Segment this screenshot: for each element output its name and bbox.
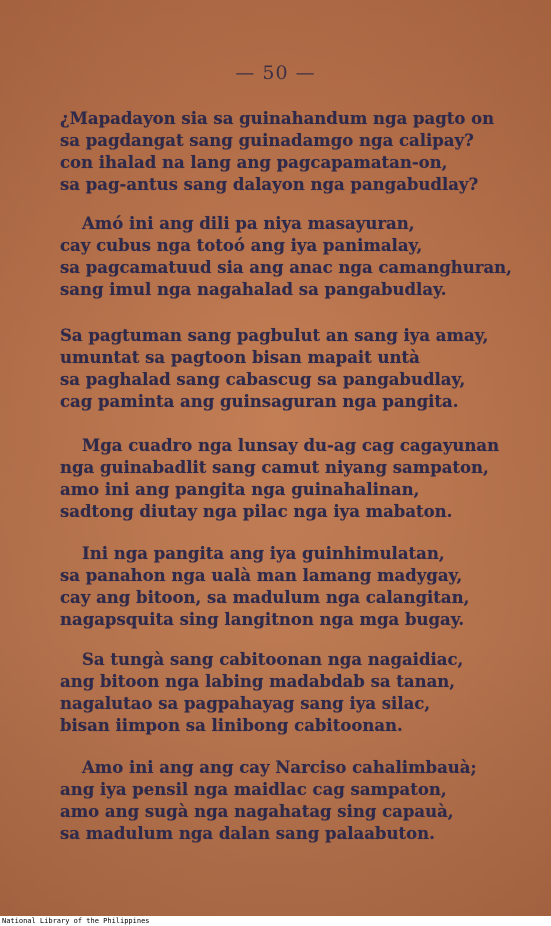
stanza-line: sa pagcamatuud sia ang anac nga camanghuran,	[60, 258, 512, 277]
stanza-line: sadtong diutay nga pilac nga iya mabaton.	[60, 502, 453, 521]
stanza-line: ¿Mapadayon sia sa guinahandum nga pagto on	[60, 109, 495, 128]
stanza-line: cay cubus nga totoó ang iya panimalay,	[60, 236, 423, 255]
stanza-line: Amo ini ang ang cay Narciso cahalimbauà;	[82, 758, 477, 777]
stanza-5	[60, 543, 520, 631]
stanza-line: sa madulum nga dalan sang palaabuton.	[60, 824, 435, 843]
stanza-line: nagalutao sa pagpahayag sang iya silac,	[60, 694, 431, 713]
stanza-3	[60, 325, 520, 413]
stanza-line: sa paghalad sang cabascug sa pangabudlay,	[60, 370, 466, 389]
stanza-line: amo ini ang pangita nga guinahalinan,	[60, 480, 420, 499]
stanza-line: sa panahon nga ualà man lamang madygay,	[60, 566, 463, 585]
stanza-line: Ini nga pangita ang iya guinhimulatan,	[82, 544, 445, 563]
stanza-line: cay ang bitoon, sa madulum nga calangitan,	[60, 588, 470, 607]
stanza-line: ang iya pensil nga maidlac cag sampaton,	[60, 780, 447, 799]
library-credit: National Library of the Philippines	[2, 917, 150, 925]
stanza-line: Amó ini ang dili pa niya masayuran,	[82, 214, 415, 233]
stanza-4	[60, 435, 520, 523]
stanza-line: bisan iimpon sa linibong cabitoonan.	[60, 716, 403, 735]
stanza-line: nga guinabadlit sang camut niyang sampaton,	[60, 458, 489, 477]
stanza-line: cag paminta ang guinsaguran nga pangita.	[60, 392, 459, 411]
stanza-6	[60, 649, 520, 737]
stanza-line: sa pag-antus sang dalayon nga pangabudlay?	[60, 175, 479, 194]
stanza-7	[60, 757, 520, 845]
stanza-line: Sa pagtuman sang pagbulut an sang iya amay,	[60, 326, 489, 345]
stanza-line: sa pagdangat sang guinadamgo nga calipay?	[60, 131, 474, 150]
stanza-2	[60, 213, 520, 301]
stanza-line: con ihalad na lang ang pagcapamatan-on,	[60, 153, 448, 172]
stanza-1	[60, 108, 520, 196]
stanza-line: Sa tungà sang cabitoonan nga nagaidiac,	[82, 650, 464, 669]
stanza-line: nagapsquita sing langitnon nga mga bugay.	[60, 610, 465, 629]
page-number: — 50 —	[235, 62, 316, 84]
stanza-line: umuntat sa pagtoon bisan mapait untà	[60, 348, 420, 367]
stanza-line: ang bitoon nga labing madabdab sa tanan,	[60, 672, 456, 691]
stanza-line: amo ang sugà nga nagahatag sing capauà,	[60, 802, 454, 821]
stanza-line: Mga cuadro nga lunsay du-ag cag cagayunan	[82, 436, 500, 455]
stanza-line: sang imul nga nagahalad sa pangabudlay.	[60, 280, 447, 299]
